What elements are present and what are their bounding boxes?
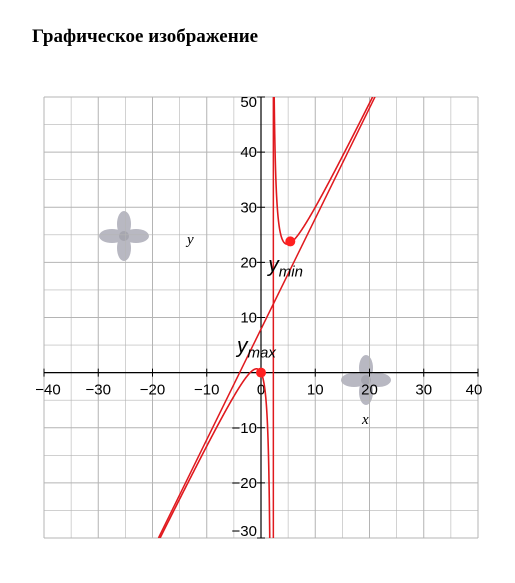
x-tick-label: 10 bbox=[306, 381, 324, 399]
x-tick-label: −20 bbox=[139, 381, 166, 399]
y-tick-label: 40 bbox=[240, 144, 257, 162]
watermark-layer bbox=[99, 211, 391, 405]
extremum-point-min bbox=[285, 236, 295, 246]
extremum-label-max: ymax bbox=[237, 334, 276, 362]
y-tick-label: −20 bbox=[231, 474, 257, 492]
curve-right-branch bbox=[273, 9, 377, 244]
y-tick-label: 30 bbox=[240, 199, 257, 217]
x-tick-label: 40 bbox=[465, 381, 483, 399]
x-tick-label: 30 bbox=[415, 381, 433, 399]
y-tick-label: −30 bbox=[231, 523, 257, 540]
extremum-label-min: ymin bbox=[268, 253, 303, 281]
y-tick-label: −10 bbox=[231, 419, 257, 437]
y-tick-label: 50 bbox=[240, 94, 257, 111]
x-tick-label: −40 bbox=[35, 381, 61, 399]
x-axis-label: x bbox=[362, 412, 369, 428]
x-tick-label: 0 bbox=[256, 381, 266, 399]
x-tick-label: −30 bbox=[85, 381, 111, 399]
clover-icon bbox=[99, 211, 149, 261]
page-heading: Графическое изображение bbox=[32, 26, 259, 47]
y-tick-label: 20 bbox=[240, 254, 257, 272]
x-tick-label: 20 bbox=[361, 381, 378, 399]
extremum-point-max bbox=[256, 368, 266, 378]
x-tick-label: −10 bbox=[194, 381, 220, 399]
y-axis-label: y bbox=[187, 232, 194, 248]
y-tick-label: 10 bbox=[240, 309, 257, 327]
oblique-asymptote-line bbox=[158, 94, 376, 538]
